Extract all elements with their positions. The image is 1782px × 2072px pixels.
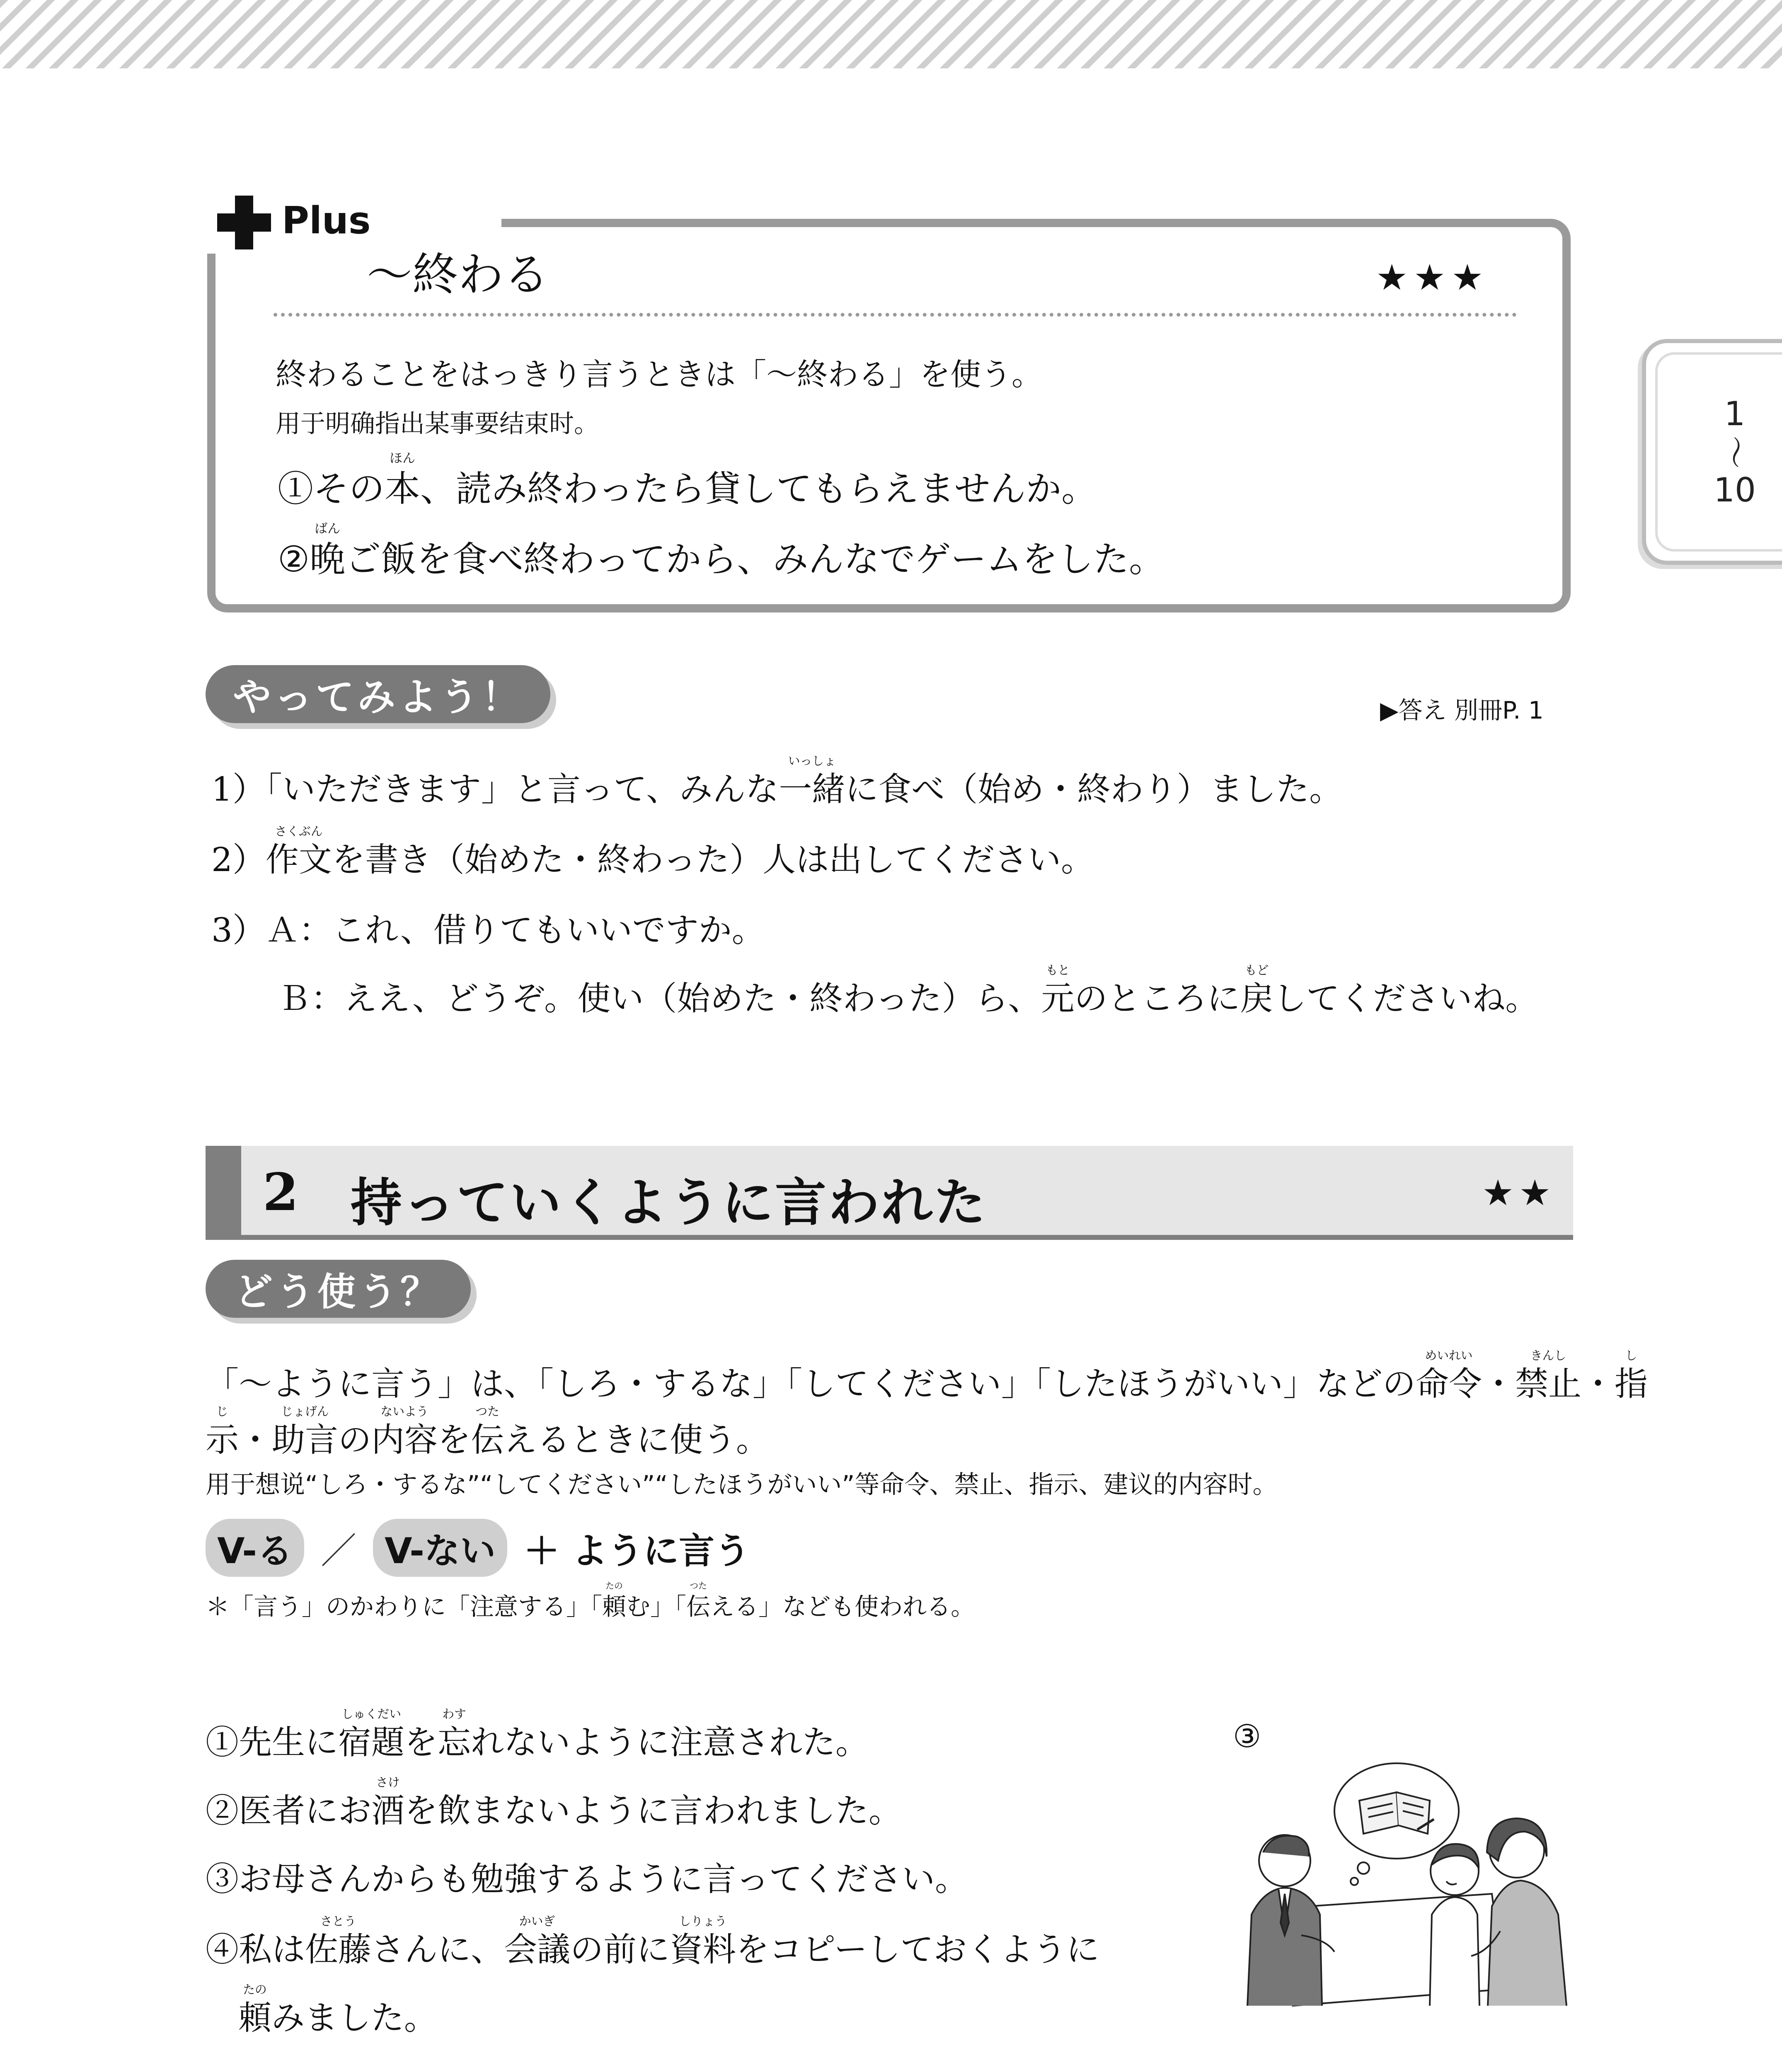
usage-heading: どう使う？ — [206, 1260, 471, 1318]
text: に食べ（始め・終わり）ました。 — [845, 770, 1343, 808]
ruby-base: 資料 — [670, 1930, 736, 1969]
ruby-base: 示 — [206, 1421, 239, 1459]
section2-example-4 — [206, 1914, 1099, 1970]
ruby — [385, 450, 420, 511]
text: ④私は — [206, 1930, 305, 1969]
section2-example-4-continued — [238, 1982, 437, 2039]
text: みました。 — [271, 1999, 437, 2037]
illustration-label: ③ — [1233, 1718, 1261, 1755]
text: を — [404, 1723, 438, 1762]
ruby-base: 酒 — [371, 1791, 404, 1830]
form-suffix: ＋ ように言う — [524, 1530, 750, 1572]
ruby-base: 元 — [1041, 979, 1075, 1018]
plus-title: 〜終わる — [367, 248, 549, 301]
chapter-range-end: 10 — [1714, 470, 1756, 509]
ruby-base: 晩 — [310, 539, 346, 580]
ruby — [438, 1707, 471, 1763]
ruby-base: 一緒 — [779, 770, 845, 808]
section2-example-2 — [206, 1775, 902, 1832]
ruby-base: 伝 — [471, 1421, 504, 1459]
ruby-base: 頼 — [602, 1593, 627, 1621]
ruby — [1615, 1348, 1648, 1405]
ruby-text: さくぶん — [275, 824, 323, 839]
ruby — [471, 1404, 504, 1461]
ruby-text: かいぎ — [519, 1914, 555, 1929]
plus-rule-chinese: 用于明确指出某事要结束时。 — [276, 409, 599, 438]
ruby-base: 宿題 — [338, 1723, 404, 1762]
ruby — [779, 754, 845, 810]
ruby-text: さけ — [376, 1775, 400, 1790]
text: してくださいね。 — [1273, 979, 1539, 1018]
ruby-text: わす — [442, 1707, 466, 1721]
text: を飲まないように言われました。 — [404, 1791, 902, 1830]
text: の前に — [570, 1930, 670, 1969]
ruby — [1240, 963, 1274, 1019]
practice-question-2 — [211, 824, 1094, 881]
plus-difficulty-stars: ★★★ — [1376, 257, 1489, 298]
ruby-text: じょげん — [281, 1404, 329, 1419]
ruby-text: いっしょ — [788, 754, 836, 768]
text: 、読み終わったら貸してもらえませんか。 — [420, 468, 1097, 510]
ruby — [338, 1707, 404, 1763]
ruby-base: 会議 — [504, 1930, 570, 1969]
form-pattern — [206, 1521, 750, 1575]
section-underline — [206, 1235, 1573, 1240]
ruby-text: きんし — [1530, 1348, 1567, 1363]
section-2-header — [206, 1146, 1573, 1235]
text: ・ — [239, 1421, 272, 1459]
text: さんに、 — [371, 1930, 504, 1969]
practice-question-1 — [211, 754, 1343, 810]
section2-example-1 — [206, 1707, 869, 1763]
text: のところに — [1074, 979, 1240, 1018]
text: ①先生に — [206, 1723, 338, 1762]
plus-example-2 — [278, 521, 1165, 582]
form-v-ru: V-る — [206, 1519, 304, 1577]
ruby-base: 戻 — [1240, 979, 1274, 1018]
usage-line-1 — [206, 1348, 1648, 1405]
chapter-range-start: 1 — [1724, 394, 1746, 433]
ruby-text: ばん — [315, 521, 341, 536]
ruby — [1041, 963, 1075, 1019]
form-separator: ／ — [321, 1530, 356, 1572]
text: ・ — [1581, 1365, 1615, 1403]
family-meeting-illustration — [1239, 1757, 1579, 2010]
ruby-base: 内容 — [371, 1421, 438, 1459]
text: 1）「いただきます」と言って、みんな — [211, 770, 779, 808]
ruby — [371, 1775, 404, 1832]
ruby — [265, 824, 332, 881]
section-title: 持っていくように言われた — [351, 1173, 988, 1233]
text: れないように注意された。 — [471, 1723, 869, 1762]
ruby-base: 助言 — [272, 1421, 338, 1459]
text: ・ — [1482, 1365, 1515, 1403]
ruby-text: しゅくだい — [341, 1707, 401, 1721]
practice-heading: やってみよう！ — [206, 665, 550, 723]
ruby — [310, 521, 346, 582]
ruby-text: もど — [1244, 963, 1269, 978]
ruby — [206, 1404, 239, 1461]
practice-question-3-b — [278, 963, 1539, 1019]
practice-question-3: 3）Ａ：これ、借りてもいいですか。 — [211, 911, 765, 949]
ruby — [602, 1581, 627, 1622]
ruby — [1515, 1348, 1581, 1405]
ruby-text: つた — [690, 1581, 707, 1591]
ruby-text: もと — [1046, 963, 1070, 978]
plus-cross-icon — [217, 196, 271, 249]
form-v-nai: V-ない — [373, 1519, 507, 1577]
text: を — [438, 1421, 471, 1459]
ruby-text: しりょう — [679, 1914, 727, 1929]
section-number: 2 — [263, 1162, 299, 1222]
ruby-text: ないよう — [380, 1404, 429, 1419]
plus-example-1 — [278, 450, 1097, 511]
text: の — [338, 1421, 371, 1459]
ruby — [238, 1982, 271, 2039]
ruby-base: 指 — [1615, 1365, 1648, 1403]
ruby — [670, 1914, 736, 1970]
text: ＊「言う」のかわりに「注意する」「 — [206, 1593, 603, 1621]
plus-rule-text: 終わることをはっきり言うときは「〜終わる」を使う。 — [276, 357, 1042, 392]
text: 2） — [211, 840, 266, 879]
ruby-base: 作文 — [265, 840, 332, 879]
section2-example-3: ③お母さんからも勉強するように言ってください。 — [206, 1860, 968, 1898]
top-hatch-band — [0, 0, 1782, 68]
ruby-base: 佐藤 — [305, 1930, 371, 1969]
text: ② — [278, 539, 310, 580]
ruby — [1416, 1348, 1482, 1405]
text: ご飯を食べ終わってから、みんなでゲームをした。 — [345, 539, 1165, 580]
ruby — [504, 1914, 570, 1970]
section-difficulty-stars: ★★ — [1482, 1172, 1556, 1214]
text: をコピーしておくように — [736, 1930, 1099, 1969]
text: ①その — [278, 468, 385, 510]
ruby-text: たの — [243, 1982, 267, 1997]
chapter-side-tab[interactable] — [1642, 339, 1782, 565]
ruby-base: 禁止 — [1515, 1365, 1581, 1403]
plus-dotted-divider — [274, 313, 1517, 317]
text: ②医者にお — [206, 1791, 371, 1830]
ruby-text: たの — [605, 1581, 623, 1591]
ruby-text: つた — [475, 1404, 499, 1419]
ruby-base: 命令 — [1416, 1365, 1482, 1403]
text: Ｂ：ええ、どうぞ。使い（始めた・終わった）ら、 — [278, 979, 1041, 1018]
answer-reference-link[interactable]: ▶答え 別冊P. 1 — [1380, 696, 1544, 724]
ruby-base: 忘 — [438, 1723, 471, 1762]
ruby-text: し — [1625, 1348, 1637, 1363]
ruby-base: 伝 — [686, 1593, 711, 1621]
ruby-base: 本 — [385, 468, 420, 510]
ruby-text: じ — [216, 1404, 228, 1419]
usage-chinese: 用于想说“しろ・するな”“してください”“したほうがいい”等命令、禁止、指示、建议的内容时。 — [206, 1470, 1278, 1499]
chapter-range-tilde: 〜 — [1716, 435, 1754, 469]
text: える」なども使われる。 — [710, 1593, 975, 1621]
ruby — [272, 1404, 338, 1461]
plus-label: Plus — [282, 199, 371, 242]
ruby — [686, 1581, 711, 1622]
ruby — [371, 1404, 438, 1461]
ruby-text: めいれい — [1425, 1348, 1473, 1363]
section-bar — [206, 1146, 241, 1235]
usage-line-2 — [206, 1404, 769, 1461]
ruby-text: ほん — [390, 450, 415, 466]
text: 「〜ように言う」は、「しろ・するな」「してください」「したほうがいい」などの — [206, 1365, 1416, 1403]
form-note — [206, 1581, 975, 1622]
chapter-range — [1655, 352, 1782, 552]
text: を書き（始めた・終わった）人は出してください。 — [332, 840, 1094, 879]
text: えるときに使う。 — [504, 1421, 769, 1459]
ruby-base: 頼 — [238, 1999, 271, 2037]
text: む」「 — [626, 1593, 687, 1621]
ruby-text: さとう — [320, 1914, 356, 1929]
ruby — [305, 1914, 371, 1970]
